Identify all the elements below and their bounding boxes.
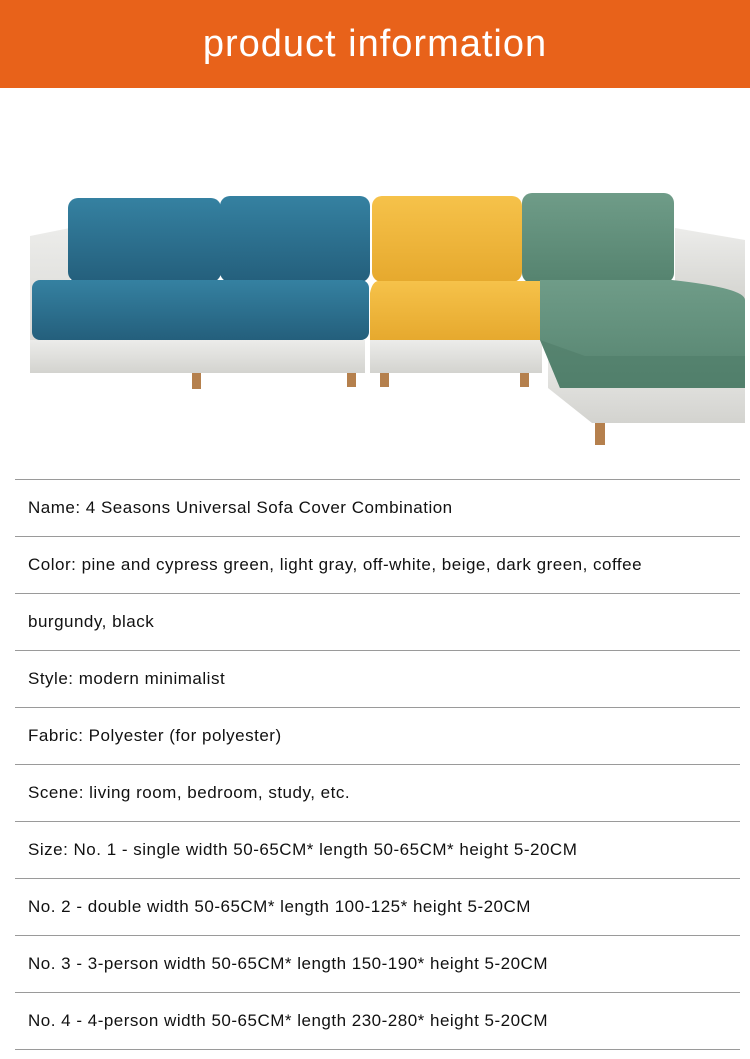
info-row-color: Color: pine and cypress green, light gray, off-white, beige, dark green, coffee [15, 536, 740, 593]
sofa-base-middle [370, 340, 542, 373]
back-cushion-blue-1 [68, 198, 221, 282]
info-row-scene: Scene: living room, bedroom, study, etc. [15, 764, 740, 821]
sofa-leg [192, 373, 201, 389]
seat-cushion-blue [32, 280, 369, 340]
info-row-size-1: Size: No. 1 - single width 50-65CM* length 50-65CM* height 5-20CM [15, 821, 740, 878]
seat-cushion-yellow [370, 281, 540, 340]
header-banner [0, 0, 750, 88]
info-row-name: Name: 4 Seasons Universal Sofa Cover Combination [15, 479, 740, 536]
product-info-table [15, 479, 740, 1050]
sofa-leg [520, 373, 529, 387]
sofa-base-left [30, 340, 365, 373]
sofa-leg [595, 423, 605, 445]
sofa-leg [380, 373, 389, 387]
info-row-size-2: No. 2 - double width 50-65CM* length 100-125* height 5-20CM [15, 878, 740, 935]
info-row-color-continued: burgundy, black [15, 593, 740, 650]
back-cushion-yellow [372, 196, 522, 282]
info-row-fabric: Fabric: Polyester (for polyester) [15, 707, 740, 764]
info-row-size-3: No. 3 - 3-person width 50-65CM* length 150-190* height 5-20CM [15, 935, 740, 992]
info-row-style: Style: modern minimalist [15, 650, 740, 707]
page-title: product information [202, 22, 548, 65]
back-cushion-blue-2 [220, 196, 370, 282]
product-image [0, 88, 750, 480]
info-row-size-4: No. 4 - 4-person width 50-65CM* length 230-280* height 5-20CM [15, 992, 740, 1050]
sofa-leg [347, 373, 356, 387]
back-cushion-green [522, 193, 674, 283]
sofa-illustration-icon [0, 88, 750, 480]
